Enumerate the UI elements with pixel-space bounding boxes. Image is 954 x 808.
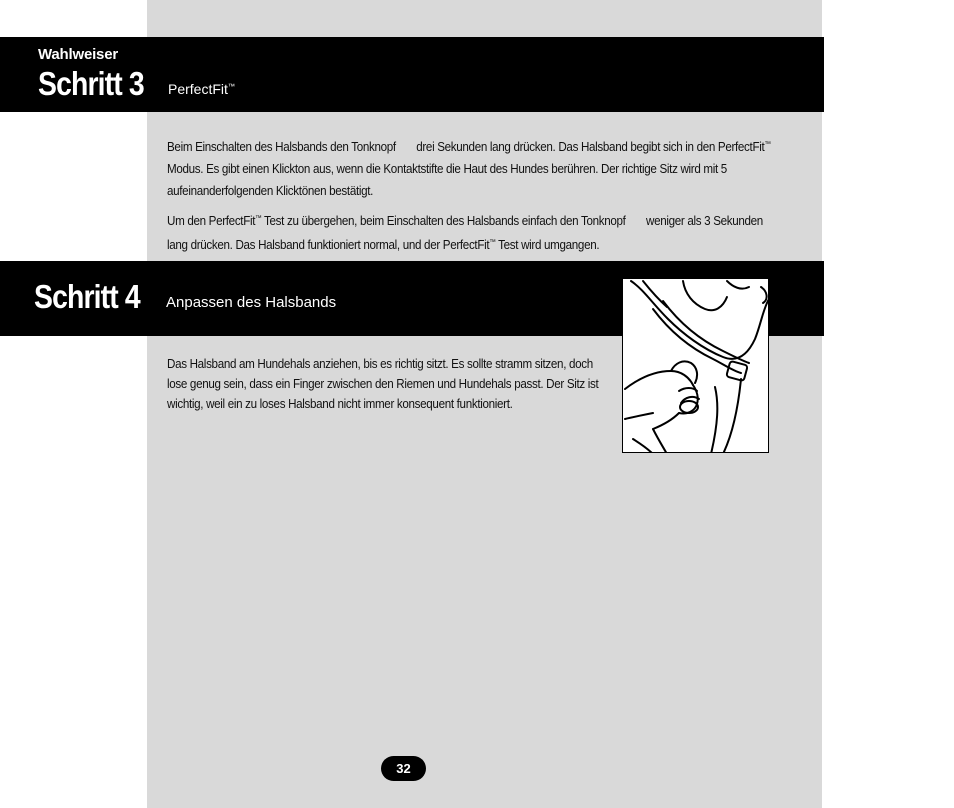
trademark-mark: ™: [255, 215, 262, 222]
p2-part-b: Test zu übergehen, beim Einschalten des Halsbands einfach den Tonknopf: [261, 214, 626, 229]
trademark-mark: ™: [489, 239, 496, 247]
step3-paragraph-1: [167, 134, 772, 202]
trademark-mark: ™: [764, 141, 771, 148]
p1-part-c: Modus. Es gibt einen Klickton aus, wenn die Kontaktstifte die Haut des Hundes berühren. Der richtige Sitz wird mit 5 aufeinanderfolgenden Klicktönen bestätigt.: [167, 162, 727, 199]
p2-part-c: weniger als 3 Sekunden lang drücken. Das Halsband funktioniert normal, und der PerfectFit: [167, 214, 763, 253]
hand-collar-drawing-icon: [623, 279, 769, 453]
p2-part-d: Test wird umgangen.: [495, 238, 600, 253]
step3-subtitle: [168, 81, 235, 97]
page-number-badge: 32: [381, 756, 426, 781]
step3-subtitle-text: PerfectFit: [168, 81, 228, 97]
collar-fitting-illustration: [622, 278, 769, 453]
p2-part-a: Um den PerfectFit: [167, 214, 256, 229]
step3-title: Schritt 3: [38, 65, 144, 102]
step4-title: Schritt 4: [34, 278, 140, 315]
p1-part-a: Beim Einschalten des Halsbands den Tonknopf: [167, 140, 396, 155]
p1-part-b: drei Sekunden lang drücken. Das Halsband begibt sich in den PerfectFit: [416, 140, 765, 155]
section-label: Wahlweiser: [38, 46, 118, 63]
step4-paragraph: Das Halsband am Hundehals anziehen, bis es richtig sitzt. Es sollte stramm sitzen, doch lose genug sein, dass ein Finger zwischen den Riemen und Hundehals passt. Der Sitz ist wichtig, weil ein zu loses Halsband nicht immer konsequent funktioniert.: [167, 357, 599, 411]
step4-subtitle: Anpassen des Halsbands: [166, 294, 337, 311]
step3-paragraph-2: [167, 208, 772, 256]
step3-header-band: [0, 37, 824, 112]
trademark-mark: ™: [227, 83, 235, 91]
